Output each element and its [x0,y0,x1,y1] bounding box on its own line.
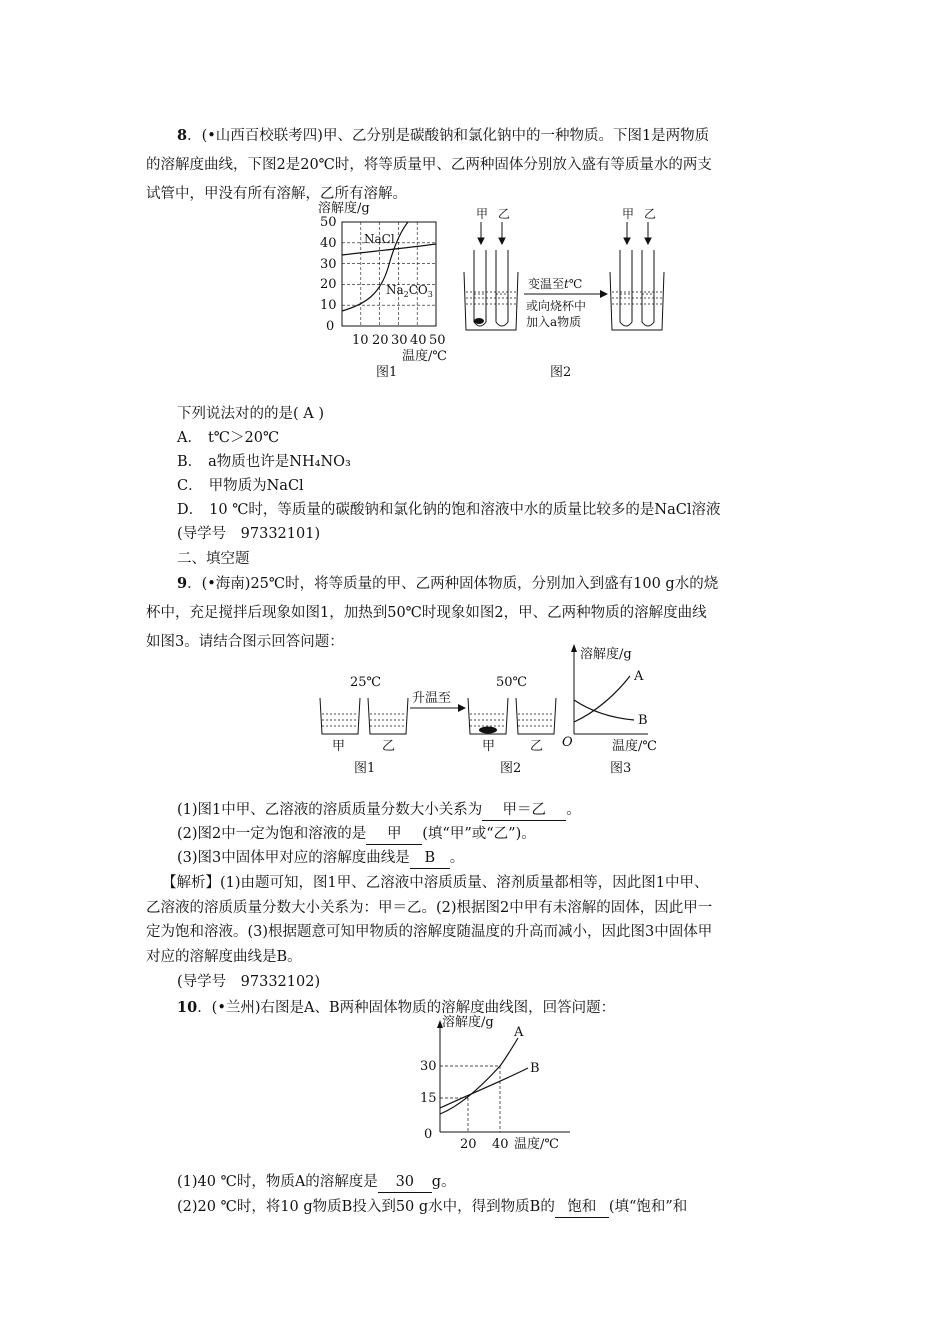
q9-sub2-answer: 甲 [366,824,422,845]
svg-text:30: 30 [420,1059,437,1074]
q9-analysis-3: 定为饱和溶液。(3)根据题意可知甲物质的溶解度随温度的升高而减小，因此图3中固体甲 [146,924,713,940]
svg-text:乙: 乙 [498,207,511,221]
svg-text:图3: 图3 [610,761,632,776]
svg-text:50℃: 50℃ [496,675,528,690]
svg-text:40: 40 [492,1137,509,1152]
q8-prompt: 下列说法对的的是( A ) [177,406,325,422]
svg-text:甲: 甲 [332,739,346,754]
fig2-arrow-line2: 或向烧杯中 [526,299,587,313]
fig2-arrow-top: 变温至t℃ [528,277,583,291]
svg-text:甲: 甲 [476,207,489,221]
q10-sub1: (1)40 ℃时，物质A的溶解度是 30 g。 [177,1172,456,1193]
svg-text:乙: 乙 [530,739,544,754]
q8-line-1: 8．(•山西百校联考四)甲、乙分别是碳酸钠和氯化钠中的一种物质。下图1是两物质 [177,127,710,144]
q8-line-3: 试管中，甲没有所有溶解，乙所有溶解。 [146,186,407,202]
q8-option-d: D． 10 ℃时，等质量的碳酸钠和氯化钠的饱和溶液中水的质量比较多的是NaCl溶液 [177,502,721,518]
svg-text:0: 0 [326,319,335,334]
q8-number: 8 [177,127,188,144]
svg-text:30: 30 [320,257,337,272]
svg-text:溶解度/g: 溶解度/g [580,647,632,662]
q9-line-3: 如图3。请结合图示回答问题： [146,634,344,650]
svg-text:图2: 图2 [500,761,522,776]
svg-text:50: 50 [429,333,446,348]
svg-text:40: 40 [410,333,427,348]
svg-text:图1: 图1 [354,761,376,776]
q8-figure-1 [316,198,456,378]
q8-option-c: C． 甲物质为NaCl [177,478,304,494]
q9-figure [312,642,657,780]
svg-text:温度/℃: 温度/℃ [612,739,657,754]
q10-number: 10 [177,999,198,1016]
q9-analysis-1: 【解析】(1)由题可知，图1甲、乙溶液中溶质质量、溶剂质量都相等，因此图1中甲、 [162,875,709,891]
fig1-nacl-label: NaCl [364,232,395,246]
svg-text:20: 20 [320,277,337,292]
q9-analysis-4: 对应的溶解度曲线是B。 [146,949,302,965]
svg-text:溶解度/g: 溶解度/g [442,1015,494,1030]
svg-text:B: B [638,713,648,728]
fig1-na2co3-label: $Na_2CO_3$ [386,283,433,299]
q9-line-2: 杯中，充足搅拌后现象如图1，加热到50℃时现象如图2，甲、乙两种物质的溶解度曲线 [146,605,707,621]
svg-text:乙: 乙 [644,207,657,221]
q9-sub3: (3)图3中固体甲对应的溶解度曲线是 B 。 [177,848,464,869]
q9-sub1: (1)图1中甲、乙溶液的溶质质量分数大小关系为 甲＝乙 。 [177,800,581,821]
q9-number: 9 [177,575,188,592]
q8-line-2: 的溶解度曲线，下图2是20℃时，将等质量甲、乙两种固体分别放入盛有等质量水的两支 [146,157,712,173]
fig1-ylabel: 溶解度/g [318,201,370,216]
q8-figure-2 [458,204,668,378]
q9-analysis-2: 乙溶液的溶质质量分数大小关系为：甲＝乙。(2)根据图2中甲有未溶解的固体，因此甲一 [146,900,713,916]
q8-option-b: B． a物质也许是NH₄NO₃ [177,454,351,470]
q10-sub1-answer: 30 [378,1172,432,1193]
svg-text:乙: 乙 [382,739,396,754]
svg-text:15: 15 [420,1091,437,1106]
svg-text:30: 30 [391,333,408,348]
q10-sub2: (2)20 ℃时，将10 g物质B投入到50 g水中，得到物质B的 饱和 (填“饱和”和 [177,1197,687,1218]
fig2-arrow-line3: 加入a物质 [526,315,582,329]
svg-text:50: 50 [320,215,337,230]
svg-text:10: 10 [320,298,337,313]
q9-arrow-label: 升温至 [412,691,452,706]
svg-text:0: 0 [424,1127,433,1142]
svg-text:O: O [562,735,573,750]
svg-text:甲: 甲 [482,739,496,754]
svg-text:40: 40 [320,236,337,251]
svg-text:20: 20 [372,333,389,348]
q9-guide: (导学号 97332102) [177,974,321,990]
q9-sub1-answer: 甲＝乙 [482,800,566,821]
q9-line-1: 9．(•海南)25℃时，将等质量的甲、乙两种固体物质，分别加入到盛有100 g水的烧 [177,575,719,592]
svg-text:20: 20 [460,1137,477,1152]
q9-sub2: (2)图2中一定为饱和溶液的是 甲 (填“甲”或“乙”)。 [177,824,536,845]
q10-line-1: 10．(•兰州)右图是A、B两种固体物质的溶解度曲线图，回答问题： [177,999,616,1016]
svg-text:B: B [530,1061,540,1076]
svg-text:A: A [514,1025,524,1040]
fig1-xlabel: 温度/℃ [402,349,447,364]
svg-text:25℃: 25℃ [350,675,382,690]
q8-option-a: A． t℃＞20℃ [177,430,280,446]
fig2-caption: 图2 [550,365,572,380]
svg-text:10: 10 [352,333,369,348]
q10-figure [420,1010,590,1160]
svg-text:甲: 甲 [622,207,635,221]
svg-text:A: A [634,669,644,684]
q10-sub2-answer: 饱和 [555,1197,609,1218]
svg-text:温度/℃: 温度/℃ [514,1137,559,1152]
fig1-caption: 图1 [376,365,398,380]
q9-sub3-answer: B [410,848,450,869]
q8-guide: (导学号 97332101) [177,526,321,542]
section-2-heading: 二、填空题 [177,551,250,567]
